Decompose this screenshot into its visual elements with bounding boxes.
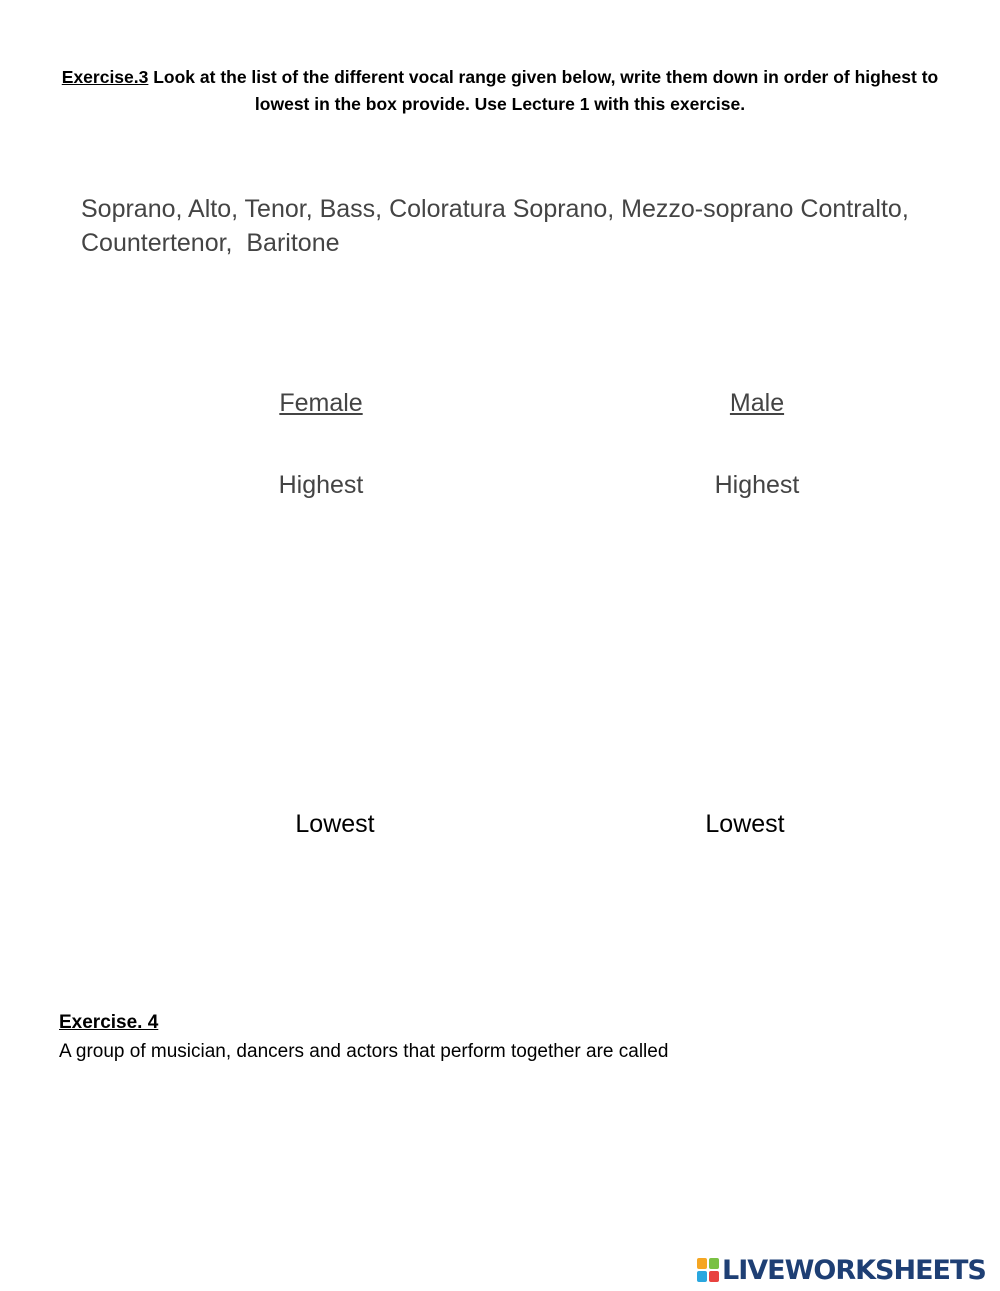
female-lowest-label: Lowest bbox=[295, 810, 375, 838]
logo-square-4 bbox=[709, 1271, 719, 1282]
liveworksheets-logo bbox=[697, 1253, 986, 1287]
male-lowest-label: Lowest bbox=[705, 810, 785, 838]
male-column-header: Male bbox=[729, 389, 785, 417]
logo-square-2 bbox=[709, 1258, 719, 1269]
exercise-3-label: Exercise.3 bbox=[61, 67, 149, 87]
logo-square-1 bbox=[697, 1258, 707, 1269]
exercise-4-label: Exercise. 4 bbox=[59, 1012, 159, 1033]
female-answer-box[interactable] bbox=[200, 520, 460, 790]
word-list-line-2: Countertenor, Baritone bbox=[81, 229, 340, 257]
exercise-4-answer-area[interactable] bbox=[59, 1075, 759, 1135]
liveworksheets-logo-text: LIVEWORKSHEETS bbox=[722, 1254, 986, 1286]
male-highest-label: Highest bbox=[714, 471, 800, 499]
exercise-3-heading bbox=[50, 64, 950, 118]
exercise-3-instruction: Look at the list of the different vocal range given below, write them down in order of highest to lowest in the box provide. Use Lecture 1 with this exercise. bbox=[148, 67, 939, 114]
female-column-header: Female bbox=[279, 389, 363, 417]
logo-square-3 bbox=[697, 1271, 707, 1282]
exercise-4-question: A group of musician, dancers and actors that perform together are called bbox=[59, 1041, 669, 1062]
male-answer-box[interactable] bbox=[620, 520, 880, 790]
female-highest-label: Highest bbox=[278, 471, 364, 499]
liveworksheets-logo-icon bbox=[697, 1258, 719, 1282]
vocal-range-word-list bbox=[81, 192, 961, 260]
word-list-line-1: Soprano, Alto, Tenor, Bass, Coloratura Soprano, Mezzo-soprano Contralto, bbox=[81, 195, 909, 223]
